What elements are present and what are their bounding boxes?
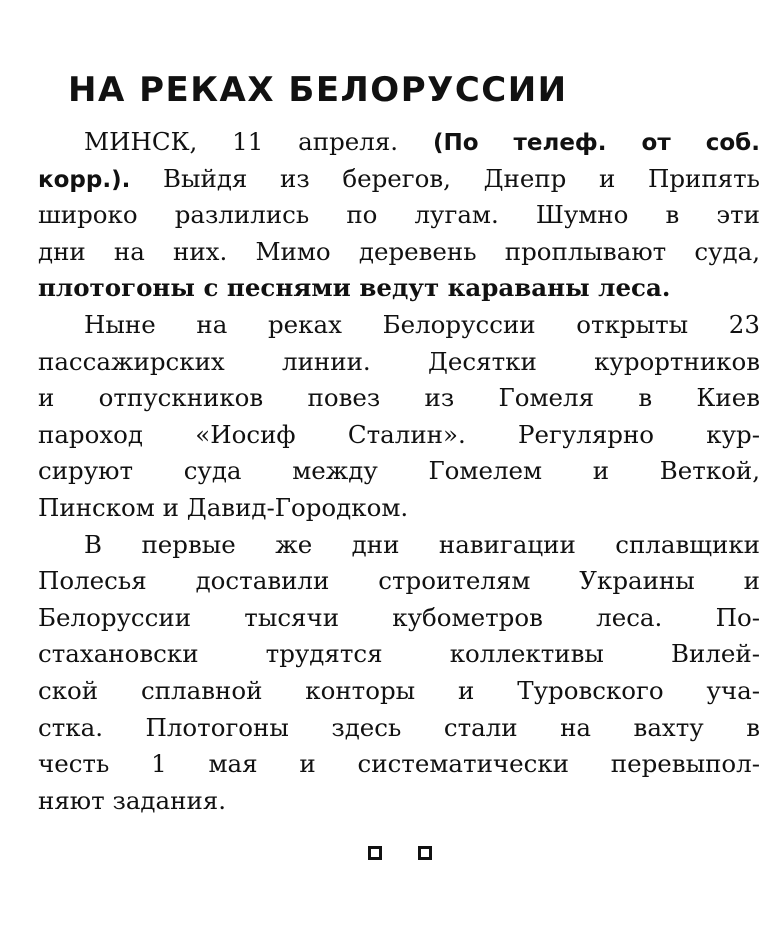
- body-line: Ныне на реках Белоруссии открыты 23: [84, 309, 760, 339]
- body-line: стка. Плотогоны здесь стали на вахту в: [38, 712, 760, 742]
- end-mark-square: [418, 846, 432, 860]
- body-line: и отпускников повез из Гомеля в Киев: [38, 383, 760, 413]
- body-line: пароход «Иосиф Сталин». Регулярно кур-: [38, 419, 760, 449]
- body-line: широко разлились по лугам. Шумно в эти: [38, 200, 760, 230]
- body-line: В первые же дни навигации сплавщики: [84, 529, 760, 559]
- body-line: [38, 161, 760, 198]
- news-clipping: [38, 60, 760, 880]
- headline: НА РЕКАХ БЕЛОРУССИИ: [68, 70, 568, 110]
- body-line: плотогоны с песнями ведут караваны леса.: [38, 273, 671, 303]
- body-text-run: Выйдя из берегов, Днепр и Припять: [162, 163, 760, 193]
- body-line: Пинском и Давид-Городком.: [38, 492, 409, 522]
- article-body: [38, 124, 760, 819]
- body-line: няют задания.: [38, 785, 227, 815]
- dateline-line: [38, 124, 760, 161]
- dateline-source-cont: корр.).: [38, 166, 131, 193]
- dateline-source: (По телеф. от соб.: [432, 130, 760, 156]
- body-line: честь 1 мая и систематически перевыпол-: [38, 749, 760, 779]
- body-line: Полесья доставили строителям Украины и: [38, 566, 760, 596]
- body-line: пассажирских линии. Десятки курортников: [38, 346, 760, 376]
- body-line: Белоруссии тысячи кубометров леса. По-: [38, 602, 760, 632]
- body-line: сируют суда между Гомелем и Веткой,: [38, 456, 760, 486]
- end-mark-square: [368, 846, 382, 860]
- end-marks: [368, 846, 432, 860]
- body-line: стахановски трудятся коллективы Вилей-: [38, 639, 760, 669]
- dateline-city: МИНСК, 11 апреля.: [84, 127, 399, 156]
- body-line: дни на них. Мимо деревень проплывают суда,: [38, 236, 760, 266]
- body-line: ской сплавной конторы и Туровского уча-: [38, 675, 760, 705]
